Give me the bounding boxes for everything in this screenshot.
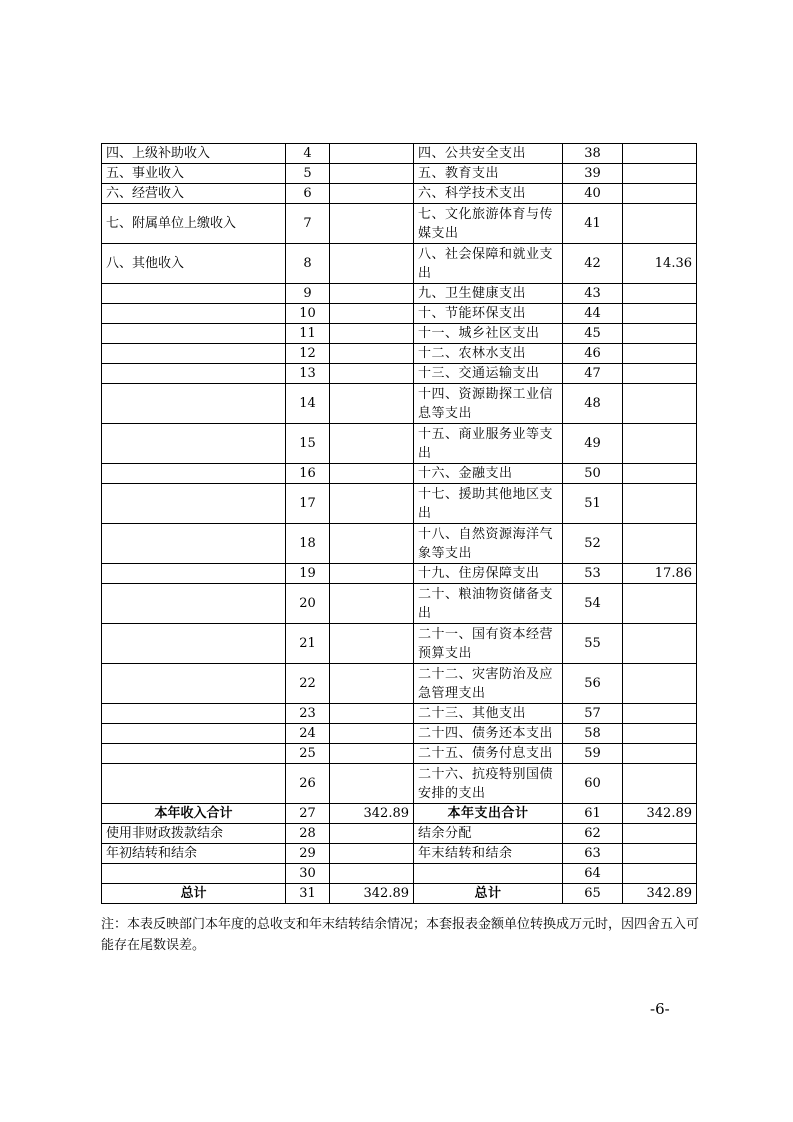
income-line-number: 4: [286, 144, 330, 164]
income-item: [102, 864, 286, 884]
income-amount: [330, 484, 414, 524]
table-row: [102, 204, 697, 244]
expense-amount: [623, 364, 697, 384]
expense-item: 九、卫生健康支出: [414, 284, 563, 304]
income-item: [102, 284, 286, 304]
income-line-number: 25: [286, 744, 330, 764]
expense-line-number: 64: [563, 864, 623, 884]
expense-amount: [623, 664, 697, 704]
income-amount: [330, 844, 414, 864]
income-item: 本年收入合计: [102, 804, 286, 824]
expense-line-number: 53: [563, 564, 623, 584]
income-amount: [330, 284, 414, 304]
expense-amount: [623, 624, 697, 664]
expense-amount: 342.89: [623, 804, 697, 824]
expense-amount: [623, 824, 697, 844]
income-amount: [330, 704, 414, 724]
income-item: 年初结转和结余: [102, 844, 286, 864]
income-amount: [330, 364, 414, 384]
income-amount: [330, 324, 414, 344]
expense-amount: [623, 324, 697, 344]
income-amount: [330, 244, 414, 284]
expense-amount: [623, 584, 697, 624]
expense-line-number: 57: [563, 704, 623, 724]
income-item: [102, 364, 286, 384]
table-row: [102, 824, 697, 844]
income-amount: 342.89: [330, 804, 414, 824]
income-amount: [330, 424, 414, 464]
income-item: [102, 764, 286, 804]
expense-amount: 342.89: [623, 884, 697, 904]
income-item: [102, 744, 286, 764]
income-line-number: 11: [286, 324, 330, 344]
income-amount: 342.89: [330, 884, 414, 904]
expense-item: 二十五、债务付息支出: [414, 744, 563, 764]
table-row: [102, 744, 697, 764]
income-amount: [330, 164, 414, 184]
table-row: [102, 324, 697, 344]
table-row: [102, 164, 697, 184]
expense-item: 二十四、债务还本支出: [414, 724, 563, 744]
table-row: [102, 464, 697, 484]
expense-line-number: 58: [563, 724, 623, 744]
income-line-number: 6: [286, 184, 330, 204]
income-line-number: 10: [286, 304, 330, 324]
income-line-number: 31: [286, 884, 330, 904]
income-line-number: 23: [286, 704, 330, 724]
income-line-number: 13: [286, 364, 330, 384]
income-amount: [330, 304, 414, 324]
expense-line-number: 65: [563, 884, 623, 904]
expense-line-number: 56: [563, 664, 623, 704]
income-amount: [330, 864, 414, 884]
table-row: [102, 364, 697, 384]
income-amount: [330, 344, 414, 364]
expense-item: 二十六、抗疫特别国债安排的支出: [414, 764, 563, 804]
income-line-number: 9: [286, 284, 330, 304]
income-line-number: 19: [286, 564, 330, 584]
expense-amount: [623, 144, 697, 164]
table-row: [102, 284, 697, 304]
expense-amount: [623, 204, 697, 244]
income-amount: [330, 464, 414, 484]
income-amount: [330, 524, 414, 564]
table-footnote: 注：本表反映部门本年度的总收支和年末结转结余情况；本套报表金额单位转换成万元时，因四舍五入可能存在尾数误差。: [101, 917, 700, 953]
expense-line-number: 42: [563, 244, 623, 284]
income-item: [102, 524, 286, 564]
expense-line-number: 54: [563, 584, 623, 624]
expense-item: 年末结转和结余: [414, 844, 563, 864]
expense-amount: 14.36: [623, 244, 697, 284]
expense-line-number: 52: [563, 524, 623, 564]
expense-item: 十九、住房保障支出: [414, 564, 563, 584]
table-row: [102, 584, 697, 624]
expense-item: 二十二、灾害防治及应急管理支出: [414, 664, 563, 704]
income-line-number: 12: [286, 344, 330, 364]
income-line-number: 15: [286, 424, 330, 464]
table-row: [102, 804, 697, 824]
expense-amount: [623, 744, 697, 764]
expense-item: 二十、粮油物资储备支出: [414, 584, 563, 624]
expense-line-number: 44: [563, 304, 623, 324]
table-row: [102, 884, 697, 904]
income-item: 使用非财政拨款结余: [102, 824, 286, 844]
table-row: [102, 344, 697, 364]
expense-item: 十六、金融支出: [414, 464, 563, 484]
expense-line-number: 48: [563, 384, 623, 424]
expense-line-number: 47: [563, 364, 623, 384]
income-item: 八、其他收入: [102, 244, 286, 284]
expense-item: 十八、自然资源海洋气象等支出: [414, 524, 563, 564]
income-amount: [330, 744, 414, 764]
expense-line-number: 50: [563, 464, 623, 484]
expense-item: 十、节能环保支出: [414, 304, 563, 324]
expense-amount: [623, 464, 697, 484]
expense-amount: [623, 704, 697, 724]
income-line-number: 7: [286, 204, 330, 244]
expense-item: 七、文化旅游体育与传媒支出: [414, 204, 563, 244]
expense-amount: [623, 864, 697, 884]
table-row: [102, 864, 697, 884]
income-item: 六、经营收入: [102, 184, 286, 204]
expense-amount: [623, 764, 697, 804]
expense-amount: [623, 724, 697, 744]
expense-amount: [623, 164, 697, 184]
expense-line-number: 46: [563, 344, 623, 364]
expense-line-number: 51: [563, 484, 623, 524]
income-amount: [330, 764, 414, 804]
expense-line-number: 49: [563, 424, 623, 464]
table-row: [102, 764, 697, 804]
income-amount: [330, 584, 414, 624]
expense-item: 十二、农林水支出: [414, 344, 563, 364]
income-line-number: 21: [286, 624, 330, 664]
expense-amount: [623, 524, 697, 564]
income-item: [102, 584, 286, 624]
expense-amount: [623, 484, 697, 524]
income-amount: [330, 564, 414, 584]
expense-amount: [623, 304, 697, 324]
table-row: [102, 724, 697, 744]
table-row: [102, 484, 697, 524]
table-row: [102, 144, 697, 164]
income-item: [102, 564, 286, 584]
expense-line-number: 62: [563, 824, 623, 844]
expense-amount: [623, 844, 697, 864]
income-amount: [330, 144, 414, 164]
income-item: [102, 344, 286, 364]
income-amount: [330, 824, 414, 844]
income-line-number: 8: [286, 244, 330, 284]
income-item: [102, 484, 286, 524]
income-line-number: 20: [286, 584, 330, 624]
expense-item: [414, 864, 563, 884]
expense-item: 二十一、国有资本经营预算支出: [414, 624, 563, 664]
expense-line-number: 40: [563, 184, 623, 204]
income-line-number: 5: [286, 164, 330, 184]
table-row: [102, 704, 697, 724]
expense-item: 十四、资源勘探工业信息等支出: [414, 384, 563, 424]
income-amount: [330, 184, 414, 204]
expense-line-number: 43: [563, 284, 623, 304]
expense-line-number: 59: [563, 744, 623, 764]
income-line-number: 28: [286, 824, 330, 844]
table-row: [102, 244, 697, 284]
income-item: [102, 724, 286, 744]
income-line-number: 22: [286, 664, 330, 704]
expense-item: 十七、援助其他地区支出: [414, 484, 563, 524]
expense-line-number: 63: [563, 844, 623, 864]
table-row: [102, 184, 697, 204]
table-row: [102, 844, 697, 864]
table-row: [102, 624, 697, 664]
table-row: [102, 664, 697, 704]
expense-amount: 17.86: [623, 564, 697, 584]
expense-item: 二十三、其他支出: [414, 704, 563, 724]
table-row: [102, 304, 697, 324]
income-amount: [330, 384, 414, 424]
expense-line-number: 55: [563, 624, 623, 664]
expense-item: 四、公共安全支出: [414, 144, 563, 164]
expense-item: 六、科学技术支出: [414, 184, 563, 204]
expense-amount: [623, 184, 697, 204]
table-row: [102, 424, 697, 464]
income-item: [102, 324, 286, 344]
income-item: [102, 424, 286, 464]
budget-table: [101, 143, 697, 904]
income-amount: [330, 204, 414, 244]
income-line-number: 17: [286, 484, 330, 524]
income-item: [102, 304, 286, 324]
table-row: [102, 564, 697, 584]
expense-line-number: 38: [563, 144, 623, 164]
income-item: [102, 384, 286, 424]
income-line-number: 26: [286, 764, 330, 804]
income-line-number: 29: [286, 844, 330, 864]
table-row: [102, 524, 697, 564]
expense-amount: [623, 284, 697, 304]
income-item: 四、上级补助收入: [102, 144, 286, 164]
income-line-number: 24: [286, 724, 330, 744]
expense-amount: [623, 424, 697, 464]
income-amount: [330, 624, 414, 664]
income-line-number: 27: [286, 804, 330, 824]
expense-item: 八、社会保障和就业支出: [414, 244, 563, 284]
expense-line-number: 45: [563, 324, 623, 344]
expense-item: 结余分配: [414, 824, 563, 844]
income-item: [102, 464, 286, 484]
expense-item: 本年支出合计: [414, 804, 563, 824]
income-item: 七、附属单位上缴收入: [102, 204, 286, 244]
income-line-number: 16: [286, 464, 330, 484]
expense-line-number: 39: [563, 164, 623, 184]
income-amount: [330, 724, 414, 744]
income-line-number: 14: [286, 384, 330, 424]
expense-line-number: 41: [563, 204, 623, 244]
expense-item: 十三、交通运输支出: [414, 364, 563, 384]
income-item: 总计: [102, 884, 286, 904]
expense-amount: [623, 344, 697, 364]
table-row: [102, 384, 697, 424]
income-item: [102, 704, 286, 724]
expense-item: 十五、商业服务业等支出: [414, 424, 563, 464]
expense-item: 总计: [414, 884, 563, 904]
expense-amount: [623, 384, 697, 424]
income-item: 五、事业收入: [102, 164, 286, 184]
income-line-number: 30: [286, 864, 330, 884]
expense-item: 十一、城乡社区支出: [414, 324, 563, 344]
expense-item: 五、教育支出: [414, 164, 563, 184]
expense-line-number: 61: [563, 804, 623, 824]
income-item: [102, 664, 286, 704]
income-amount: [330, 664, 414, 704]
income-item: [102, 624, 286, 664]
expense-line-number: 60: [563, 764, 623, 804]
income-line-number: 18: [286, 524, 330, 564]
page-number: -6-: [650, 1000, 670, 1018]
